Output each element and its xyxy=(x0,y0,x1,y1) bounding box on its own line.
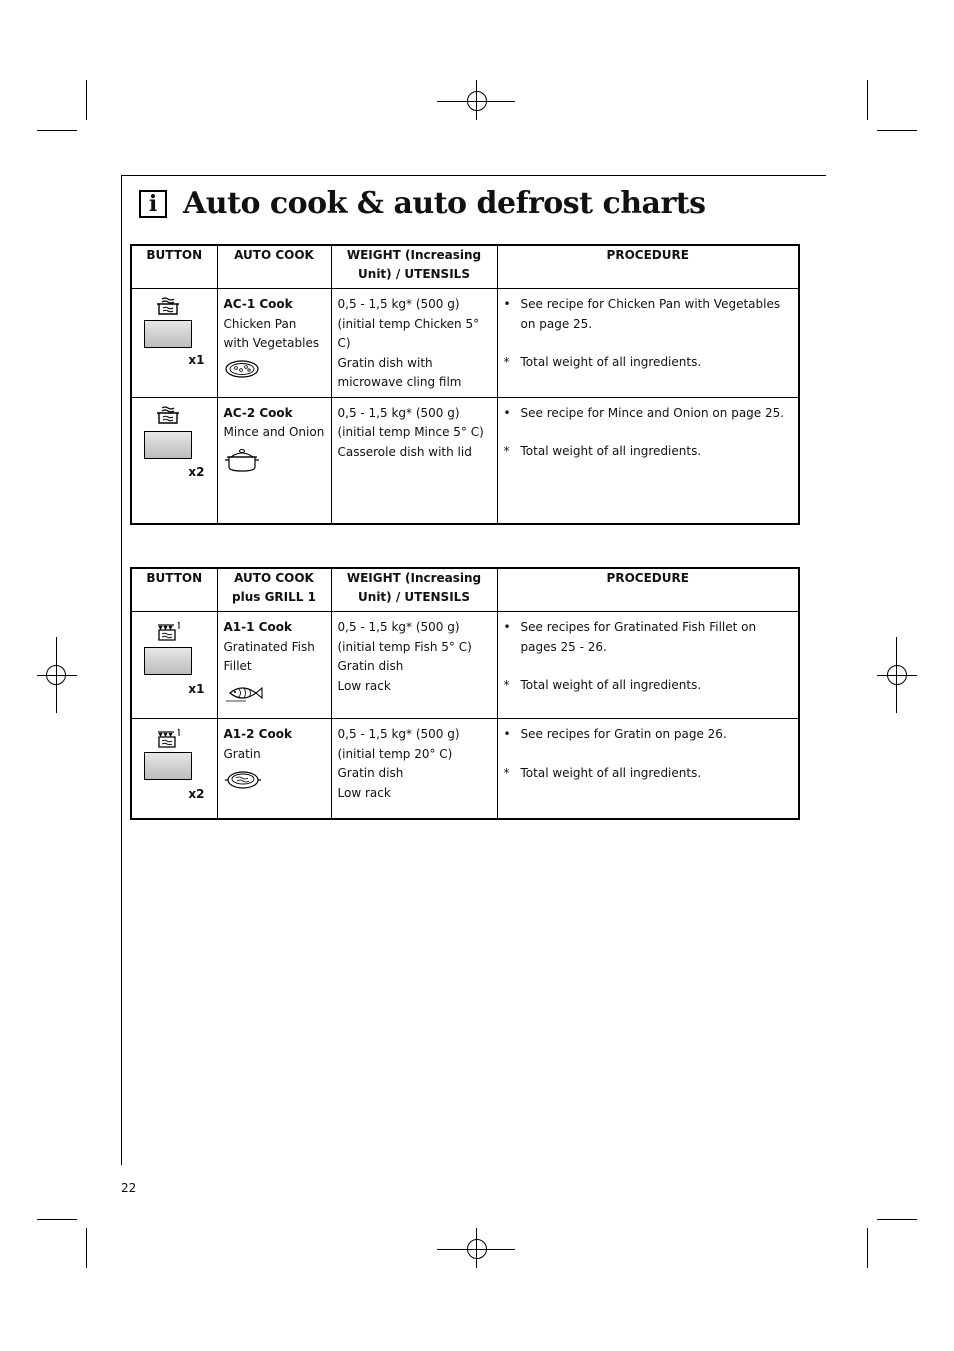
procedure-cell xyxy=(497,719,799,819)
footnote: * Total weight of all ingredients. xyxy=(504,764,793,784)
weight-line: (initial temp 20° C) xyxy=(337,746,453,761)
col-header-auto-cook: AUTO COOK xyxy=(217,245,331,289)
button-cell xyxy=(131,719,217,819)
procedure-cell xyxy=(497,612,799,719)
page-number: 22 xyxy=(121,1181,137,1195)
weight-cell xyxy=(331,289,497,398)
crop-mark xyxy=(86,80,87,120)
program-name: AC-2 Cook xyxy=(223,405,293,420)
weight-cell xyxy=(331,612,497,719)
auto-cook-grill-table xyxy=(130,567,800,820)
crop-mark xyxy=(867,80,868,120)
weight-line: microwave cling film xyxy=(337,375,462,389)
procedure-step: • See recipe for Mince and Onion on page 25. xyxy=(504,404,793,424)
auto-cook-grill-button[interactable] xyxy=(144,752,192,780)
button-cell xyxy=(131,289,217,398)
program-cell xyxy=(217,397,331,524)
procedure-cell xyxy=(497,397,799,524)
table-row xyxy=(131,397,799,524)
auto-cook-table xyxy=(130,244,800,525)
procedure-step: • See recipe for Chicken Pan with Vegetables on page 25. xyxy=(504,295,793,334)
program-cell xyxy=(217,289,331,398)
button-cell xyxy=(131,397,217,524)
weight-line: (initial temp Fish 5° C) xyxy=(337,639,472,654)
crop-mark xyxy=(37,1219,77,1220)
weight-line: Gratin dish xyxy=(337,659,404,673)
footnote: * Total weight of all ingredients. xyxy=(504,442,793,462)
weight-line: 0,5 - 1,5 kg* (500 g) xyxy=(337,405,460,420)
table-row xyxy=(131,719,799,819)
crop-mark xyxy=(37,130,77,131)
col-header-button: BUTTON xyxy=(131,568,217,612)
header-rule xyxy=(121,175,826,176)
crop-mark xyxy=(867,1228,868,1268)
table-header-row xyxy=(131,568,799,612)
info-icon: i xyxy=(139,190,167,218)
registration-mark xyxy=(896,637,897,713)
dish-name: Gratin xyxy=(223,746,261,761)
margin-rule xyxy=(121,175,122,1165)
weight-line: (initial temp Chicken 5° C) xyxy=(337,316,480,350)
auto-cook-button[interactable] xyxy=(144,431,192,459)
crop-mark xyxy=(86,1228,87,1268)
button-cell xyxy=(131,612,217,719)
press-count: x1 xyxy=(188,682,205,696)
weight-line: 0,5 - 1,5 kg* (500 g) xyxy=(337,620,460,634)
weight-line: Gratin dish with xyxy=(337,355,433,370)
weight-cell xyxy=(331,397,497,524)
registration-mark xyxy=(37,675,77,676)
program-name: A1-1 Cook xyxy=(223,620,292,634)
registration-mark xyxy=(476,1228,477,1268)
procedure-step: • See recipes for Gratin on page 26. xyxy=(504,725,793,745)
microwave-auto-cook-icon xyxy=(156,297,180,317)
dish-name: Mince and Onion xyxy=(223,425,325,439)
col-header-weight: WEIGHT (Increasing Unit) / UTENSILS xyxy=(331,245,497,289)
grill-auto-cook-icon xyxy=(156,620,184,642)
auto-cook-button[interactable] xyxy=(144,320,192,348)
microwave-auto-cook-icon xyxy=(156,406,180,426)
table-row xyxy=(131,289,799,398)
weight-line: Gratin dish xyxy=(337,766,404,780)
gratin-dish-with-food-icon xyxy=(224,358,260,380)
program-cell xyxy=(217,719,331,819)
weight-line: 0,5 - 1,5 kg* (500 g) xyxy=(337,727,460,741)
procedure-step: • See recipes for Gratinated Fish Fillet on pages 25 - 26. xyxy=(504,618,793,657)
footnote: * Total weight of all ingredients. xyxy=(504,353,793,373)
page-title: Auto cook & auto defrost charts xyxy=(183,186,706,221)
table-row xyxy=(131,612,799,719)
gratin-dish-icon xyxy=(224,768,262,792)
registration-mark xyxy=(476,80,477,120)
weight-line: 0,5 - 1,5 kg* (500 g) xyxy=(337,297,460,311)
program-name: AC-1 Cook xyxy=(223,297,293,311)
col-header-weight: WEIGHT (Increasing Unit) / UTENSILS xyxy=(331,568,497,612)
registration-mark xyxy=(56,637,57,713)
weight-cell xyxy=(331,719,497,819)
table-header-row xyxy=(131,245,799,289)
crop-mark xyxy=(877,1219,917,1220)
col-header-auto-cook-grill: AUTO COOK plus GRILL 1 xyxy=(217,568,331,612)
fish-icon xyxy=(224,681,264,705)
weight-line: (initial temp Mince 5° C) xyxy=(337,425,484,439)
weight-line: Low rack xyxy=(337,678,391,693)
procedure-cell xyxy=(497,289,799,398)
page-header xyxy=(139,186,706,221)
footnote: * Total weight of all ingredients. xyxy=(504,676,793,696)
weight-line: Casserole dish with lid xyxy=(337,444,472,459)
press-count: x2 xyxy=(188,464,205,479)
weight-line: Low rack xyxy=(337,785,391,800)
col-header-button: BUTTON xyxy=(131,245,217,289)
registration-mark xyxy=(877,675,917,676)
press-count: x1 xyxy=(188,353,205,367)
casserole-dish-with-lid-icon xyxy=(224,447,260,473)
program-cell xyxy=(217,612,331,719)
crop-mark xyxy=(877,130,917,131)
col-header-procedure: PROCEDURE xyxy=(497,245,799,289)
press-count: x2 xyxy=(188,787,205,801)
dish-name: Gratinated Fish Fillet xyxy=(223,639,315,673)
grill-auto-cook-icon xyxy=(156,727,184,749)
auto-cook-grill-button[interactable] xyxy=(144,647,192,675)
program-name: A1-2 Cook xyxy=(223,727,292,741)
dish-name: Chicken Pan with Vegetables xyxy=(223,316,320,350)
col-header-procedure: PROCEDURE xyxy=(497,568,799,612)
